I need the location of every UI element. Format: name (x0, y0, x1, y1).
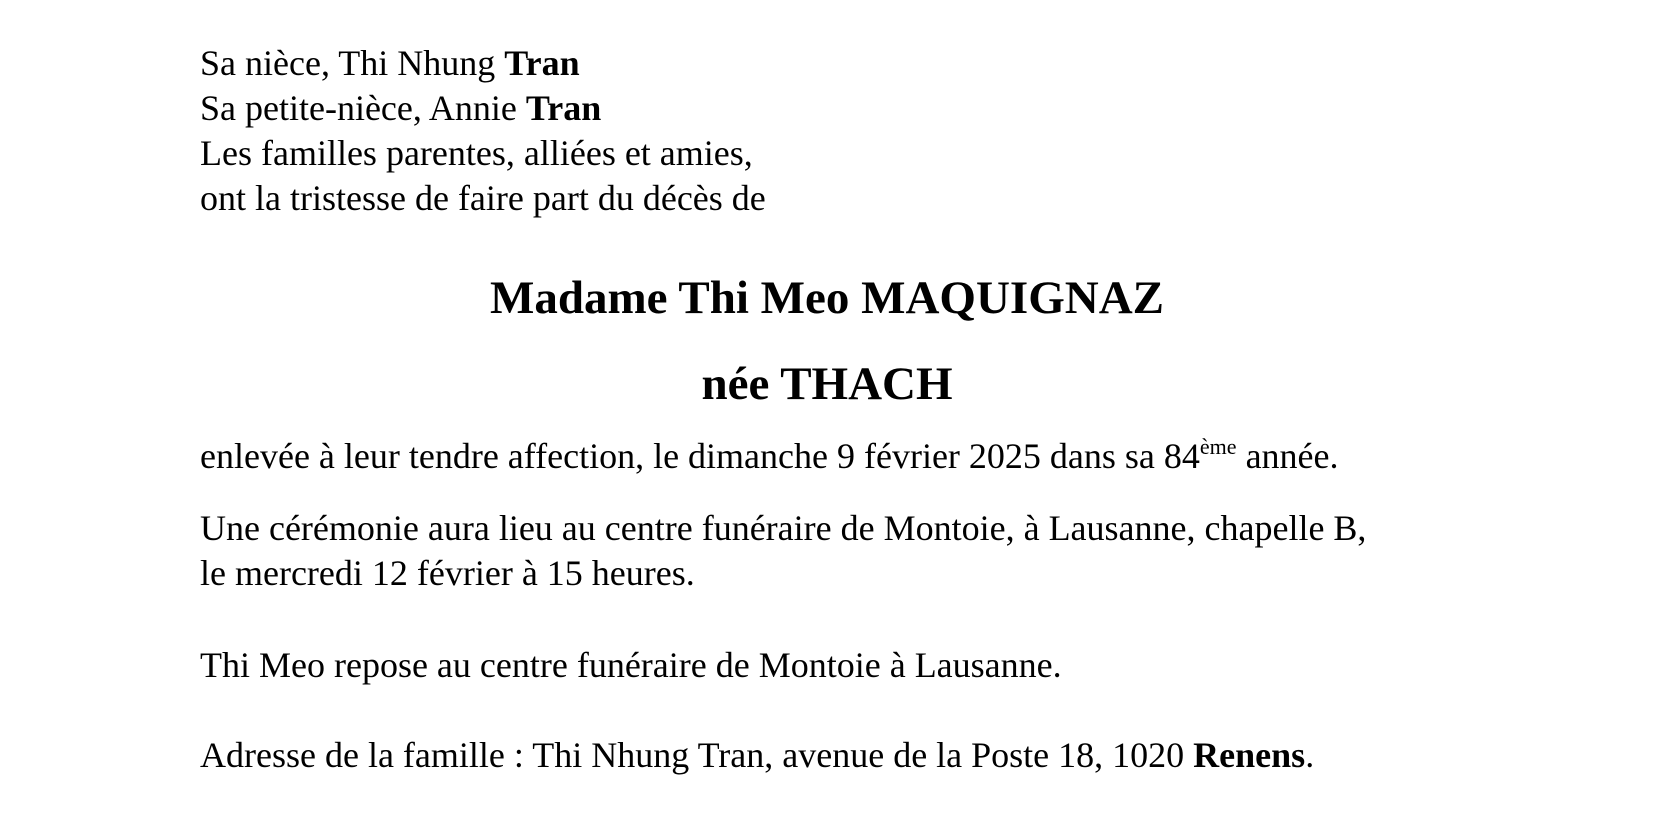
ceremony-notice (200, 506, 1366, 596)
deceased-birth-name: née THACH (701, 358, 953, 410)
deceased-name: Madame Thi Meo MAQUIGNAZ (489, 272, 1165, 324)
intro-line-grandniece: Sa petite-nièce, Annie Tran (200, 88, 602, 128)
death-notice: enlevée à leur tendre affection, le dimanche 9 février 2025 dans sa 84ème année. (200, 434, 1339, 476)
surname-tran: Tran (525, 88, 602, 128)
family-address: Adresse de la famille : Thi Nhung Tran, avenue de la Poste 18, 1020 Renens. (200, 735, 1315, 775)
surname-tran: Tran (504, 43, 580, 83)
intro-line-niece: Sa nièce, Thi Nhung Tran (200, 43, 580, 83)
ceremony-line-location: Une cérémonie aura lieu au centre funéraire de Montoie, à Lausanne, chapelle B, (200, 508, 1367, 548)
intro-line-announcement: ont la tristesse de faire part du décès de (200, 178, 766, 218)
family-intro (200, 41, 766, 221)
intro-line-families: Les familles parentes, alliées et amies, (200, 133, 753, 173)
ceremony-line-date: le mercredi 12 février à 15 heures. (200, 553, 695, 593)
ordinal-superscript: ème (1199, 434, 1237, 459)
repose-notice: Thi Meo repose au centre funéraire de Montoie à Lausanne. (200, 645, 1062, 685)
city-renens: Renens (1193, 735, 1306, 775)
